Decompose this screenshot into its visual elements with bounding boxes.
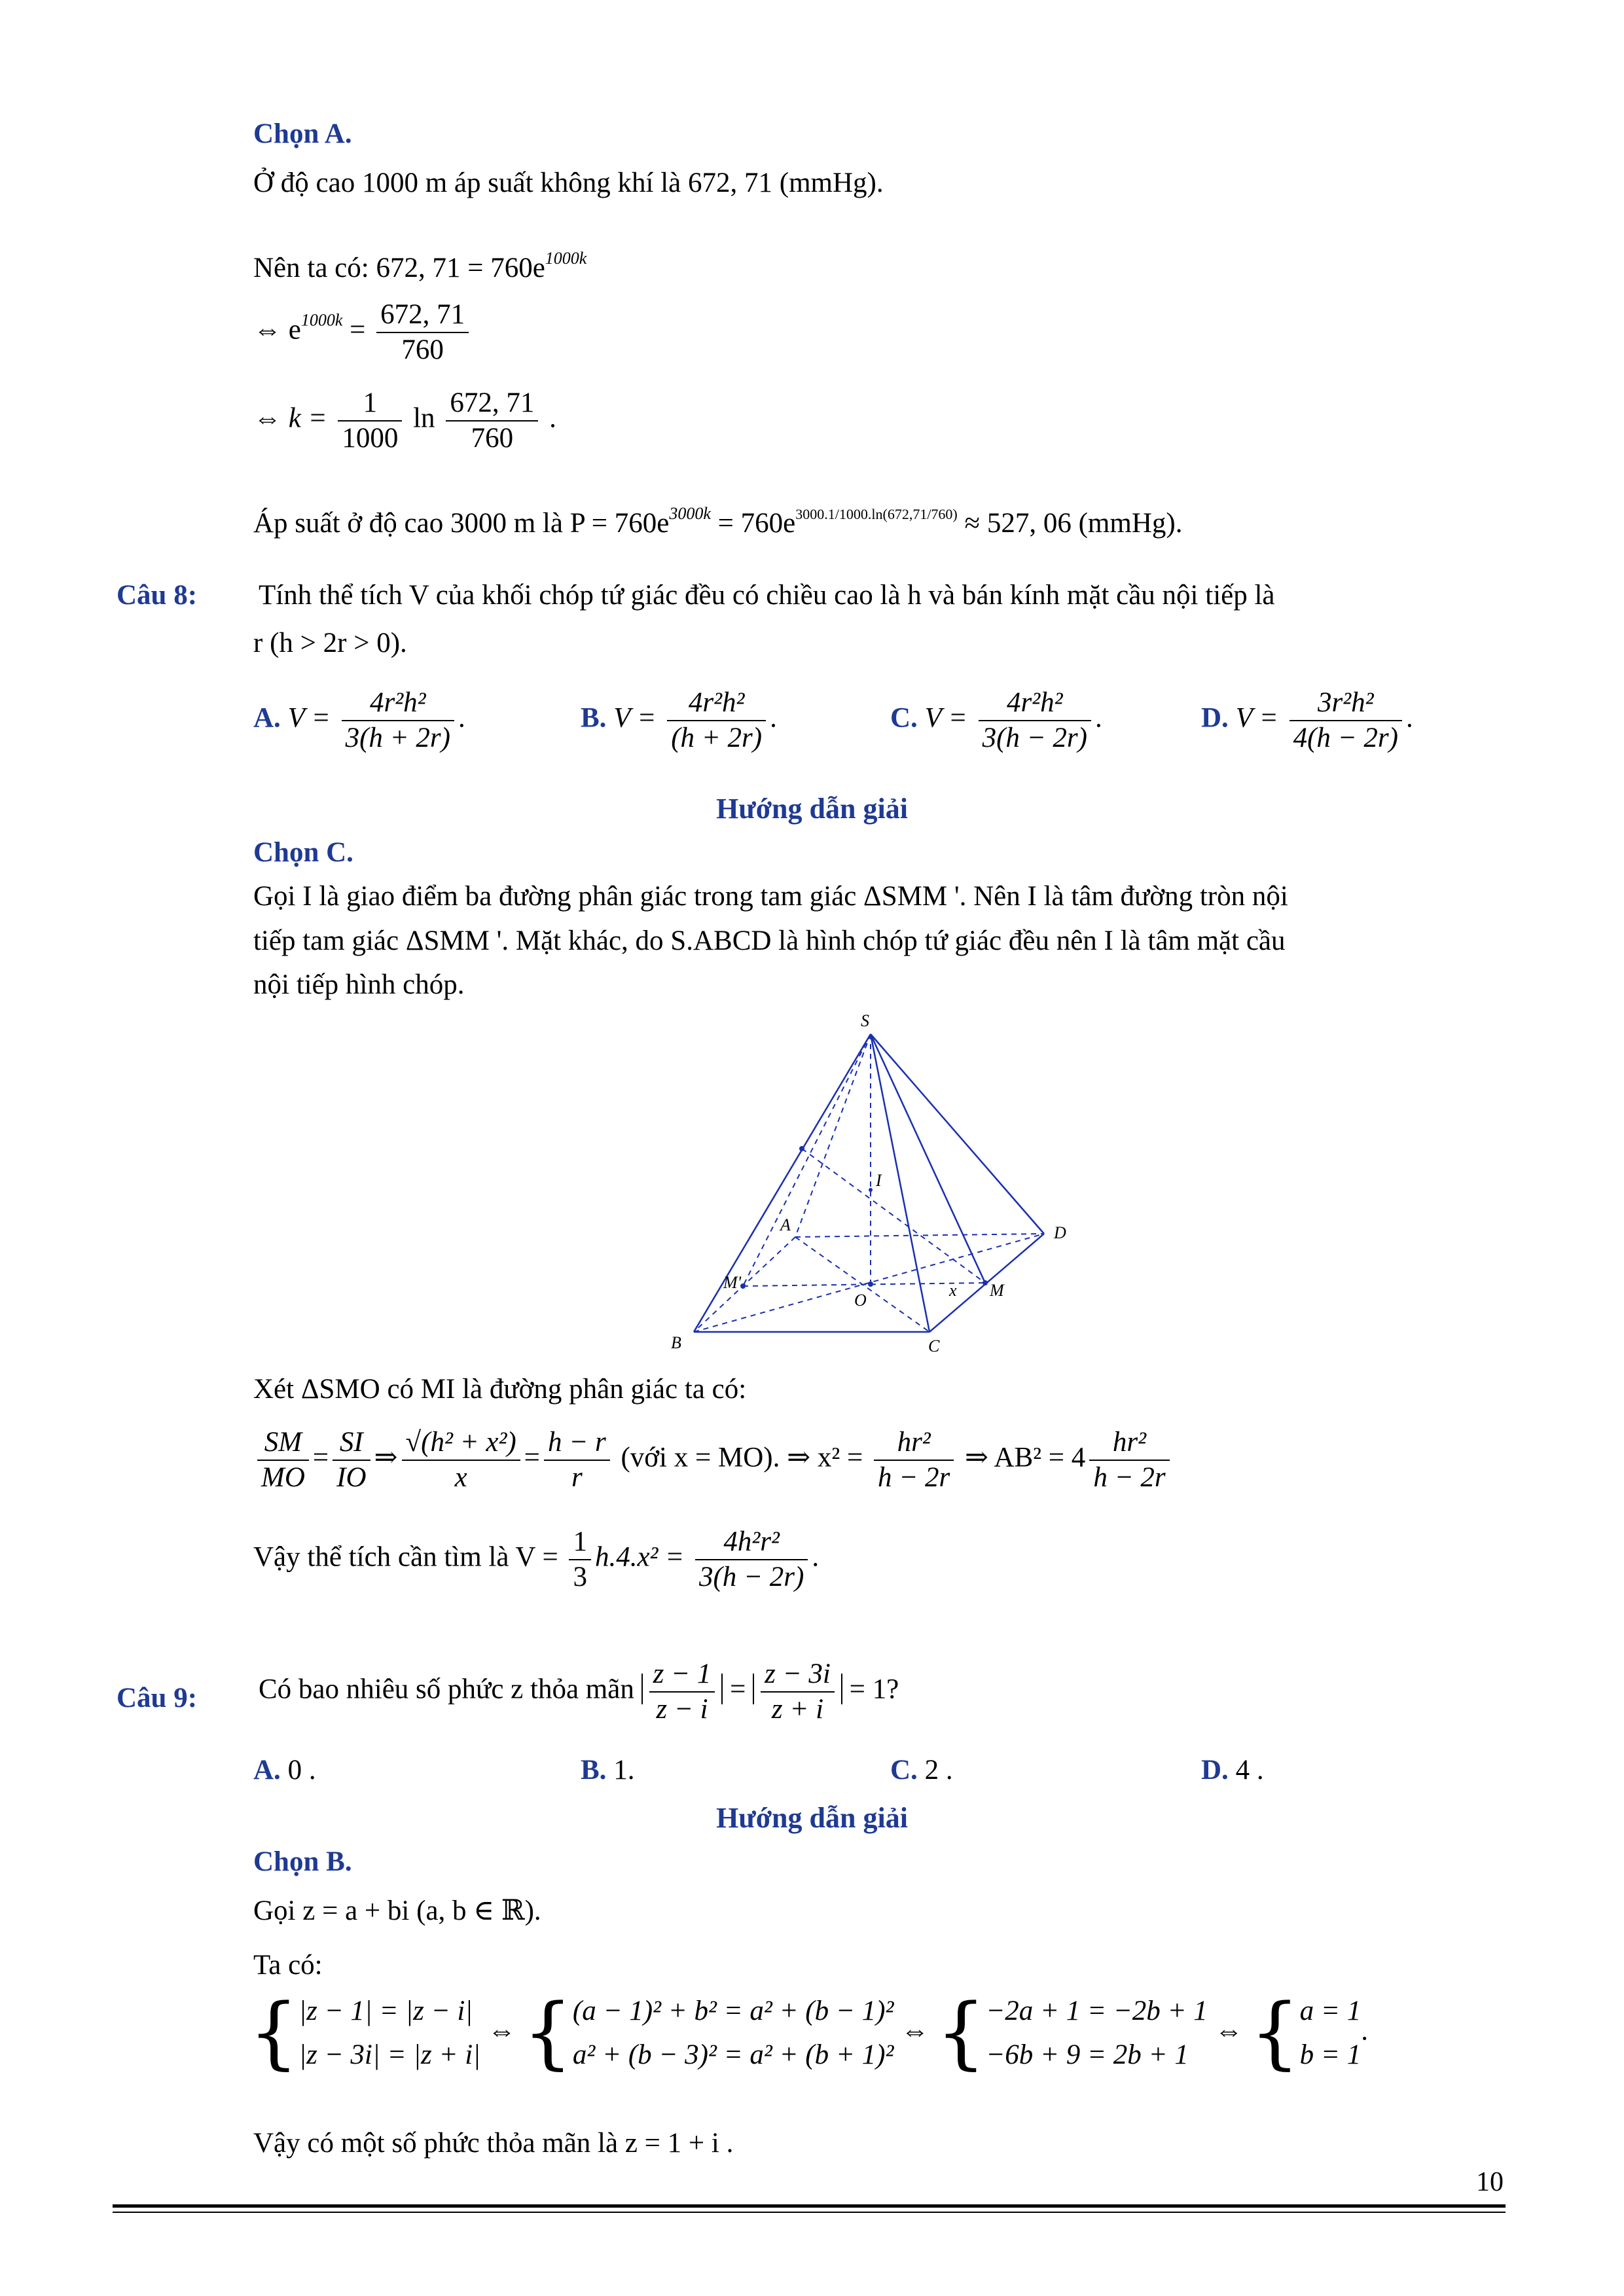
label-D: D <box>1054 1223 1066 1242</box>
prev-line-3: ⇔ $e^{1000k}$ = $\frac{672, 71}{760}$ <box>253 298 473 367</box>
edge-SB <box>694 1034 871 1332</box>
q8-option-b: B. V = $\frac{\text{4r²h²}}{(h + 2r)}$ . <box>581 687 777 753</box>
page-number: 10 <box>1476 2167 1504 2197</box>
edge-SM <box>871 1034 985 1283</box>
edge-AD <box>795 1234 1044 1237</box>
pyramid-figure <box>655 1008 1113 1361</box>
label-B: B <box>671 1333 681 1352</box>
q8-option-c: C. V = $\frac{\text{4r²h²}}{3(h - 2r)}$ . <box>890 687 1102 753</box>
q8-choice: Chọn C. <box>253 837 353 868</box>
q9-text: Có bao nhiêu số phức z thỏa mãn $\frac{z - 1}{z - i}$ = $\frac{z - 3i}{z + i}$ = 1? <box>259 1659 899 1725</box>
q9-option-b: B. 1. <box>581 1755 635 1785</box>
prev-line-4: ⇔ k = $\frac{1}{1000}$ ln $\frac{672, 71}{760}$ . <box>253 387 556 454</box>
q8-text-1: Tính thể tích V của khối chóp tứ giác đều có chiều cao là h và bán kính mặt cầu nội tiếp là <box>259 580 1275 611</box>
q8-text-2: r (h > 2r > 0). <box>253 628 407 658</box>
q8-sol-1: Gọi I là giao điểm ba đường phân giác trong tam giác ΔSMM '. Nên I là tâm đường tròn nội <box>253 881 1288 912</box>
q9-label: Câu 9: <box>117 1683 198 1713</box>
q8-equation: $\frac{SM}{MO}$ = $\frac{SI}{IO}$ ⇒ $\frac{\text{√(h² + x²)}}{x}$ = $\frac{h - r}{r}$ (với x = MO). ⇒ x² = $\frac{\text{hr²}}{h - 2r}$ ⇒ AB² = 4 $\frac{\text{hr²}}{h - 2r}$ <box>253 1426 1174 1494</box>
q8-sol-5: Vậy thể tích cần tìm là V = $\frac{1}{3}$ h.4.x² = $\frac{\text{4h²r²}}{3(h - 2r)}$ . <box>253 1526 820 1592</box>
q9-option-a: A. 0 . <box>253 1755 316 1785</box>
prev-choice: Chọn A. <box>253 118 352 149</box>
label-I: I <box>876 1171 882 1190</box>
prev-line-2: Nên ta có: 672, $71 = 760e^{1000k}$ <box>253 249 587 283</box>
edge-SD <box>871 1034 1044 1234</box>
prev-line-5: Áp suất ở độ cao 3000 m là $P = 760e^{3000k} = 760e^{3000.1/1000.ln(672,71/760)} \approx 527$, 06 (mmHg). <box>253 504 1183 539</box>
label-Mprime: M' <box>723 1273 742 1292</box>
q8-label: Câu 8: <box>117 580 198 611</box>
q8-option-a: A. V = $\frac{\text{4r²h²}}{3(h + 2r)}$ . <box>253 687 465 753</box>
label-C: C <box>928 1336 940 1355</box>
q9-option-c: C. 2 . <box>890 1755 953 1785</box>
q9-choice: Chọn B. <box>253 1846 352 1877</box>
q8-option-d: D. V = $\frac{\text{3r²h²}}{4(h - 2r)}$ . <box>1201 687 1413 753</box>
label-M: M <box>990 1281 1004 1300</box>
label-x: x <box>949 1281 957 1300</box>
label-S: S <box>861 1011 869 1030</box>
footer-rule-thin <box>113 2212 1506 2213</box>
label-O: O <box>854 1291 867 1310</box>
q9-guide-heading: Hướng dẫn giải <box>716 1802 908 1834</box>
q9-sol-1: Gọi z = a + bi (a, b ∈ ℝ). <box>253 1895 541 1926</box>
label-A: A <box>780 1215 791 1234</box>
footer-rule-thick <box>113 2204 1506 2208</box>
edge-SA <box>795 1034 871 1237</box>
bisector <box>802 1149 985 1283</box>
q9-system: { |z − 1| = |z − i| |z − 3i| = |z + i| ⇔ { (a − 1)² + b² = a² + (b − 1)² a² + (b − 3)² = a² + (b + 1)² ⇔ { −2a + 1 = −2b + 1 −6b + 9 = 2b + 1 ⇔ { a = 1 b = 1 . <box>249 1987 1368 2079</box>
q8-sol-3: nội tiếp hình chóp. <box>253 969 465 1000</box>
q9-option-d: D. 4 . <box>1201 1755 1264 1785</box>
q8-guide-heading: Hướng dẫn giải <box>716 793 908 825</box>
q9-sol-2: Ta có: <box>253 1950 323 1981</box>
q9-sol-3: Vậy có một số phức thỏa mãn là z = 1 + i . <box>253 2128 734 2159</box>
prev-line-1: Ở độ cao 1000 m áp suất không khí là 672, 71 (mmHg). <box>253 168 884 198</box>
q8-sol-2: tiếp tam giác ΔSMM '. Mặt khác, do S.ABCD là hình chóp tứ giác đều nên I là tâm mặt cầu <box>253 925 1286 956</box>
q8-sol-4: Xét ΔSMO có MI là đường phân giác ta có: <box>253 1374 747 1405</box>
segment-SMp <box>743 1034 871 1286</box>
